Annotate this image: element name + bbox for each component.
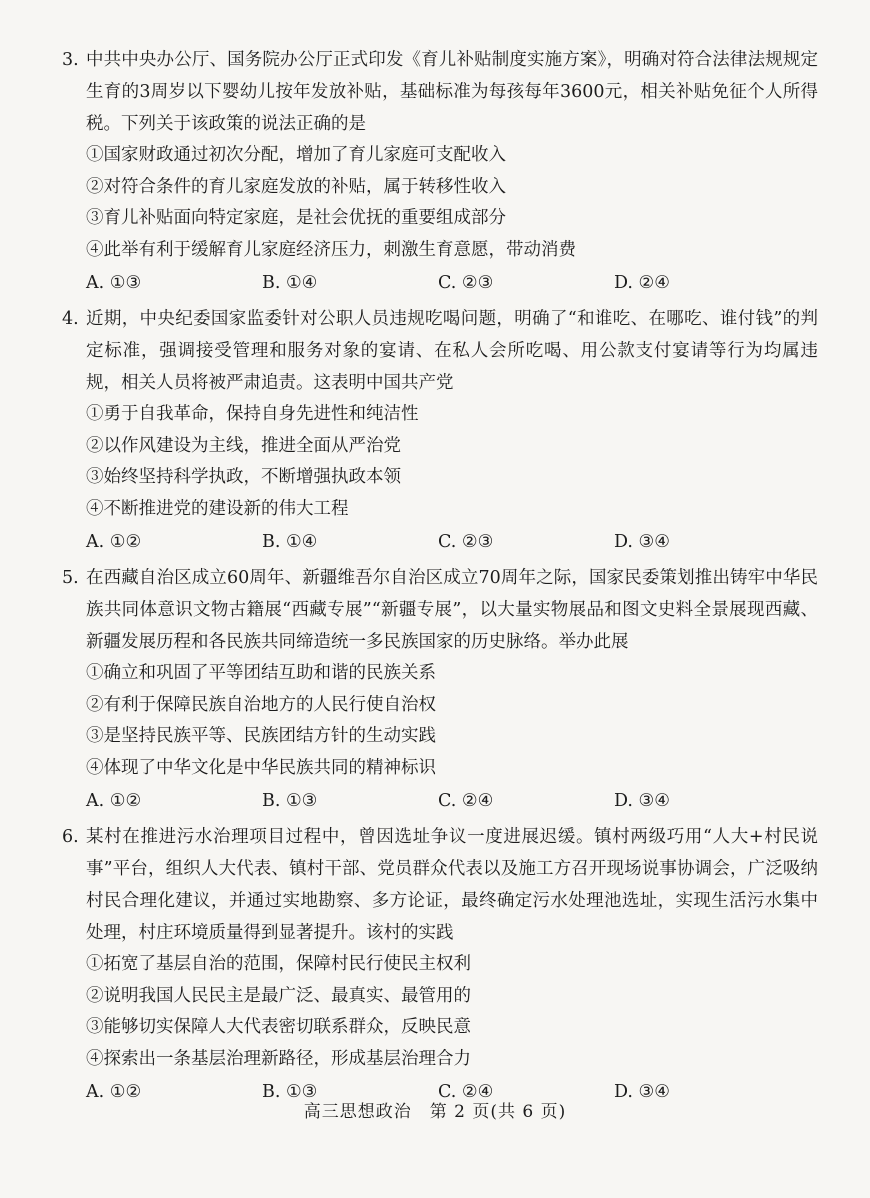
option-d: D. ③④ (614, 791, 670, 811)
option-d: D. ②④ (614, 273, 670, 293)
question-4 (62, 303, 818, 558)
question-text: 中共中央办公厅、国务院办公厅正式印发《育儿补贴制度实施方案》，明确对符合法律法规规定生育的3周岁以下婴幼儿按年发放补贴，基础标准为每孩每年3600元，相关补贴免征个人所得税。下列关于该政策的说法正确的是 (86, 50, 818, 134)
statement-2: ②对符合条件的育儿家庭发放的补贴，属于转移性收入 (86, 176, 506, 197)
statement-3: ③育儿补贴面向特定家庭，是社会优抚的重要组成部分 (86, 208, 506, 228)
statement-1: ①拓宽了基层自治的范围，保障村民行使民主权利 (86, 954, 471, 974)
option-a: A. ①③ (86, 273, 142, 293)
statement-2: ②以作风建设为主线，推进全面从严治党 (86, 435, 401, 456)
statement-4: ④探索出一条基层治理新路径，形成基层治理合力 (86, 1048, 471, 1069)
option-b: B. ①④ (262, 273, 318, 293)
option-d: D. ③④ (614, 532, 670, 552)
statement-2: ②有利于保障民族自治地方的人民行使自治权 (86, 694, 436, 715)
question-number: 6. (62, 827, 79, 847)
option-b: B. ①③ (262, 791, 318, 811)
option-d: D. ③④ (614, 1082, 670, 1102)
statement-1: ①确立和巩固了平等团结互助和谐的民族关系 (86, 663, 436, 683)
statement-1: ①国家财政通过初次分配，增加了育儿家庭可支配收入 (86, 145, 506, 165)
option-c: C. ②④ (438, 1082, 494, 1102)
statement-4: ④此举有利于缓解育儿家庭经济压力，刺激生育意愿，带动消费 (86, 239, 576, 260)
statement-3: ③始终坚持科学执政，不断增强执政本领 (86, 467, 401, 487)
statement-1: ①勇于自我革命，保持自身先进性和纯洁性 (86, 404, 419, 424)
question-text: 近期，中央纪委国家监委针对公职人员违规吃喝问题，明确了“和谁吃、在哪吃、谁付钱”的判定标准，强调接受管理和服务对象的宴请、在私人会所吃喝、用公款支付宴请等行为均属违规，相关人员将被严肃追责。这表明中国共产党 (86, 309, 818, 393)
statement-4: ④不断推进党的建设新的伟大工程 (86, 498, 349, 519)
statement-4: ④体现了中华文化是中华民族共同的精神标识 (86, 757, 436, 778)
question-number: 3. (62, 50, 79, 70)
answer-options (86, 785, 818, 817)
question-5 (62, 562, 818, 817)
question-6 (62, 821, 818, 1108)
question-number: 4. (62, 309, 79, 329)
question-stem (62, 562, 818, 658)
answer-options (86, 267, 818, 299)
statement-2: ②说明我国人民民主是最广泛、最真实、最管用的 (86, 985, 471, 1006)
page-footer: 高三思想政治 第 2 页(共 6 页) (303, 1102, 567, 1122)
question-number: 5. (62, 568, 79, 588)
statement-3: ③能够切实保障人大代表密切联系群众，反映民意 (86, 1017, 471, 1037)
answer-options (86, 526, 818, 558)
question-3 (62, 44, 818, 299)
option-c: C. ②③ (438, 532, 494, 552)
question-stem (62, 44, 818, 140)
option-a: A. ①② (86, 1082, 142, 1102)
question-text: 在西藏自治区成立60周年、新疆维吾尔自治区成立70周年之际，国家民委策划推出铸牢中华民族共同体意识文物古籍展“西藏专展”“新疆专展”，以大量实物展品和图文史料全景展现西藏、新疆发展历程和各民族共同缔造统一多民族国家的历史脉络。举办此展 (86, 568, 818, 652)
option-a: A. ①② (86, 532, 142, 552)
statement-3: ③是坚持民族平等、民族团结方针的生动实践 (86, 726, 436, 746)
option-b: B. ①③ (262, 1082, 318, 1102)
option-b: B. ①④ (262, 532, 318, 552)
option-c: C. ②③ (438, 273, 494, 293)
question-stem (62, 303, 818, 399)
option-c: C. ②④ (438, 791, 494, 811)
option-a: A. ①② (86, 791, 142, 811)
question-stem (62, 821, 818, 949)
question-text: 某村在推进污水治理项目过程中，曾因选址争议一度进展迟缓。镇村两级巧用“人大+村民说事”平台，组织人大代表、镇村干部、党员群众代表以及施工方召开现场说事协调会，广泛吸纳村民合理化建议，并通过实地勘察、多方论证，最终确定污水处理池选址，实现生活污水集中处理，村庄环境质量得到显著提升。该村的实践 (86, 827, 818, 943)
